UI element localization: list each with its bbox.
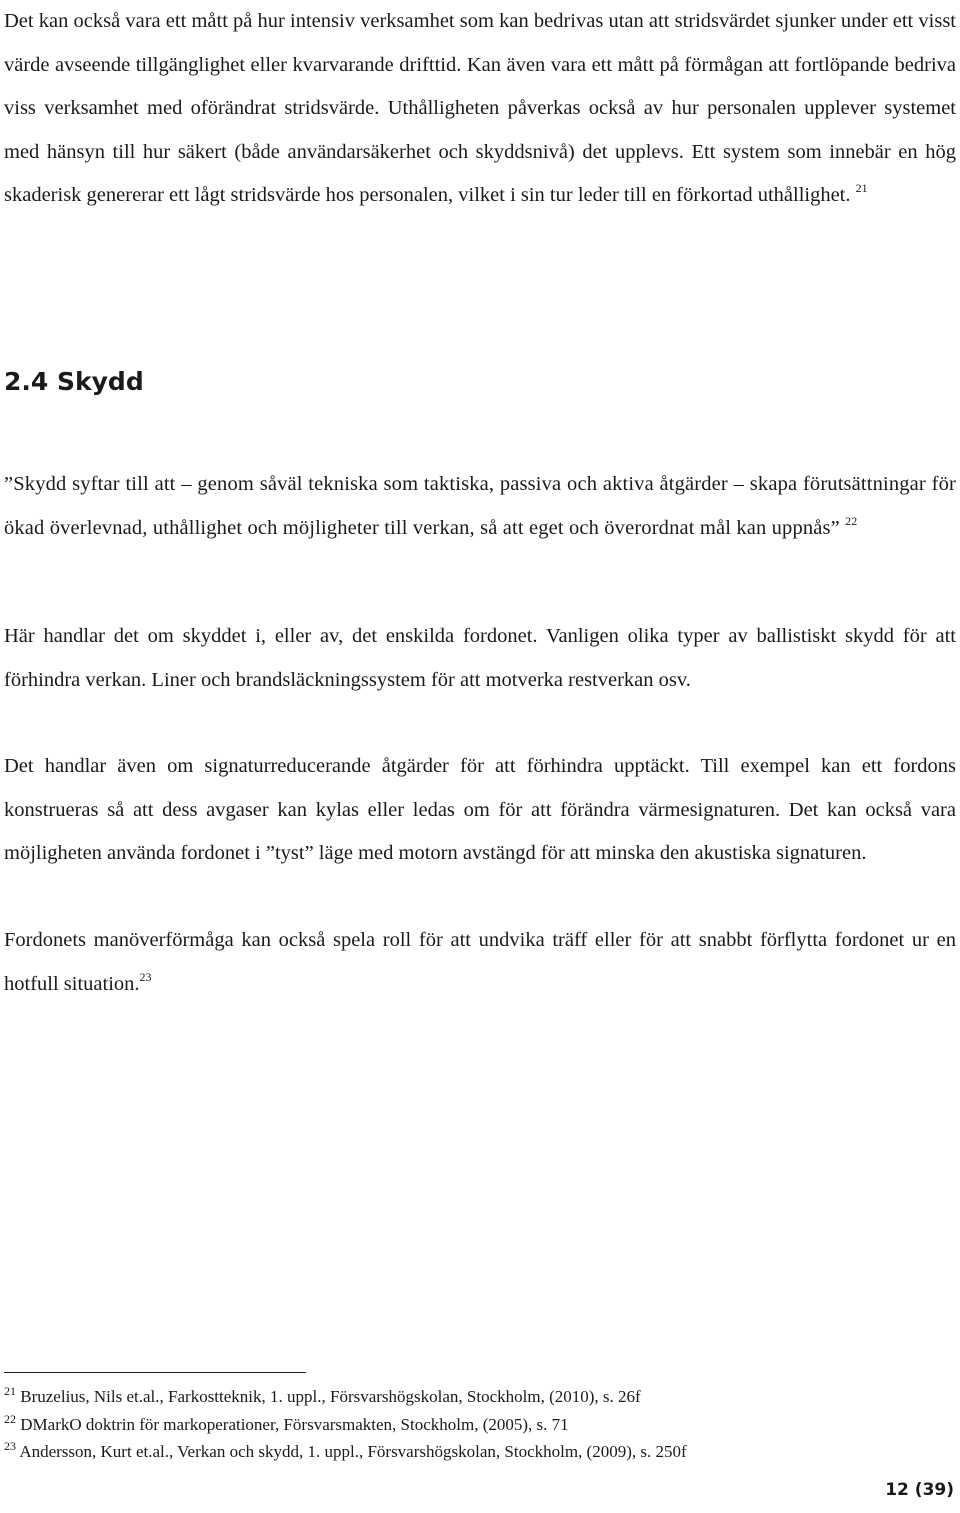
paragraph-vehicle-protection: Här handlar det om skyddet i, eller av, det enskilda fordonet. Vanligen olika typer av ballistiskt skydd för att förhindra verkan. Liner och brandsläckningssystem för att motverka restverkan osv. [4,625,956,691]
footnotes [4,1383,956,1466]
paragraph-text: Fordonets manöverförmåga kan också spela roll för att undvika träff eller för att snabbt förflytta fordonet ur en hotfull situation. [4,929,956,995]
footnote-text: Bruzelius, Nils et.al., Farkostteknik, 1. uppl., Försvarshögskolan, Stockholm, (2010), s. 26f [20,1387,641,1406]
footnote-number: 23 [4,1439,16,1453]
footnote-number: 22 [4,1411,16,1426]
section-heading: 2.4 Skydd [4,367,144,396]
page-number: 12 (39) [885,1480,954,1500]
paragraph-quote [4,463,956,550]
paragraph-maneuverability [4,919,956,1006]
footnote-separator [4,1372,306,1373]
footnote-ref-23[interactable]: 23 [139,969,152,984]
footnote-23 [4,1438,956,1466]
footnote-ref-22[interactable]: 22 [845,513,858,528]
footnote-22 [4,1411,956,1439]
footnote-ref-21[interactable]: 21 [855,181,868,195]
footnote-number: 21 [4,1384,16,1398]
paragraph-signature-reduction: Det handlar även om signaturreducerande åtgärder för att förhindra upptäckt. Till exempel kan ett fordons konstrueras så att dess avgaser kan kylas eller ledas om för att förändra värmesignaturen. Det kan också vara möjligheten använda fordonet i ”tyst” läge med motorn avstängd för att minska den akustiska signaturen. [4,755,956,864]
paragraph-endurance [4,0,956,218]
footnote-text: DMarkO doktrin för markoperationer, Försvarsmakten, Stockholm, (2005), s. 71 [20,1414,569,1434]
footnote-21 [4,1383,956,1411]
paragraph-text: Det kan också vara ett mått på hur intensiv verksamhet som kan bedrivas utan att stridsvärdet sjunker under ett visst värde avseende tillgänglighet eller kvarvarande drifttid. Kan även vara ett mått på förmågan att fortlöpande bedriva viss verksamhet med oförändrat stridsvärde. Uthålligheten påverkas också av hur personalen upplever systemet med hänsyn till hur säkert (både användarsäkerhet och skyddsnivå) det upplevs. Ett system som innebär en hög skaderisk genererar ett lågt stridsvärde hos personalen, vilket i sin tur leder till en förkortad uthållighet. [4,10,956,206]
paragraph-text: ”Skydd syftar till att – genom såväl tekniska som taktiska, passiva och aktiva åtgärder – skapa förutsättningar för ökad överlevnad, uthållighet och möjligheter till verkan, så att eget och överordnat mål kan uppnås” [4,473,956,539]
footnote-text: Andersson, Kurt et.al., Verkan och skydd, 1. uppl., Försvarshögskolan, Stockholm, (2009), s. 250f [19,1442,687,1461]
